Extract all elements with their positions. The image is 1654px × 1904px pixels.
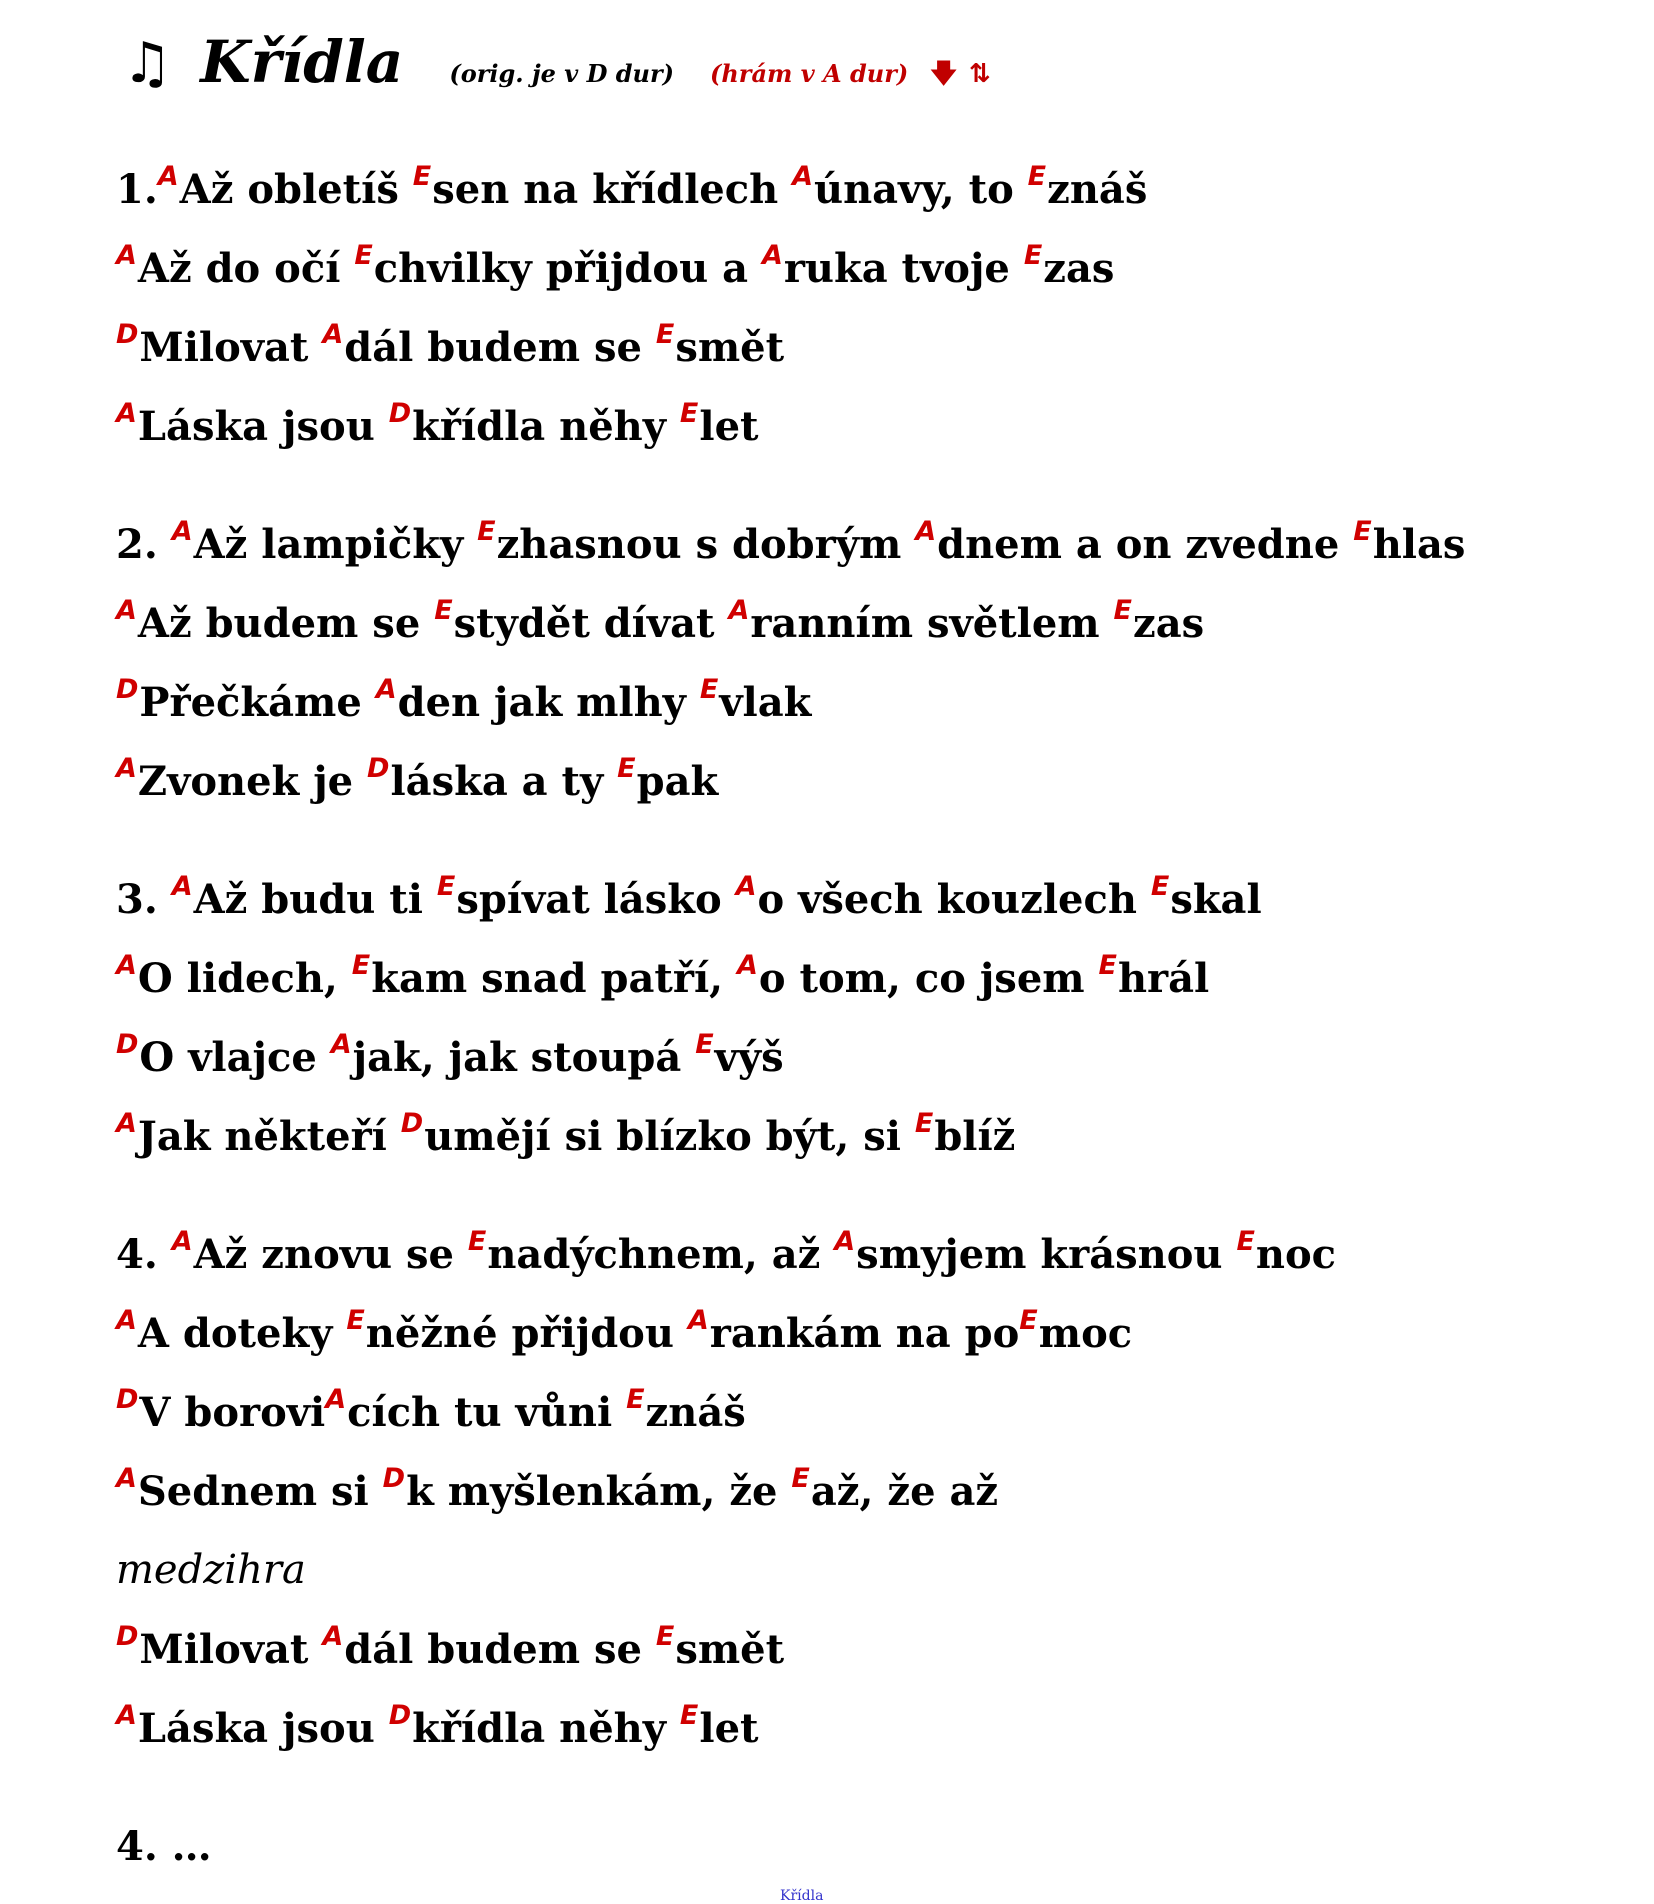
chord-label: A (116, 1305, 137, 1336)
song-lyrics (116, 150, 1616, 1886)
lyric-line (116, 1018, 1616, 1097)
chord-label: A (728, 595, 750, 626)
chord-label: A (171, 871, 193, 902)
chord-label: D (116, 1621, 139, 1652)
chord-label: E (1236, 1226, 1255, 1257)
original-key-label: (orig. je v D dur) (449, 59, 674, 88)
lyric-text: skal (1170, 876, 1262, 923)
chord-label: A (687, 1305, 709, 1336)
chord-label: E (1113, 595, 1132, 626)
chord-label: A (322, 319, 344, 350)
lyric-text: k myšlenkám, že (406, 1468, 792, 1515)
arrow-down-icon[interactable]: 🡇 (930, 59, 959, 89)
lyric-text: 2. (116, 521, 172, 568)
music-note-icon: ♫ (122, 31, 173, 96)
lyric-text: o všech kouzlech (757, 876, 1151, 923)
footer-link-fragment[interactable]: Křídla (780, 1888, 824, 1904)
chord-label: E (434, 595, 453, 626)
lyric-text: něžné přijdou (365, 1310, 688, 1357)
chord-label: E (679, 398, 699, 429)
chord-label: A (171, 516, 193, 547)
chord-label: A (116, 950, 137, 981)
lyric-text: jak, jak stoupá (352, 1034, 696, 1081)
chord-label: A (915, 516, 937, 547)
chord-label: A (375, 674, 397, 705)
chord-label: E (1019, 1305, 1038, 1336)
chord-label: D (400, 1108, 424, 1139)
lyric-line (116, 1452, 1616, 1531)
chord-label: D (116, 674, 139, 705)
chord-label: A (737, 950, 758, 981)
lyric-text: Až lampičky (193, 521, 478, 568)
chord-label: A (116, 398, 137, 429)
lyric-line (116, 742, 1616, 821)
lyric-text: znáš (645, 1389, 746, 1436)
chord-label: A (171, 1226, 193, 1257)
chord-label: A (735, 871, 757, 902)
lyric-text: rankám na po (709, 1310, 1020, 1357)
lyric-text: O lidech, (137, 955, 352, 1002)
chord-label: A (116, 595, 137, 626)
lyric-text: umějí si blízko být, si (424, 1113, 915, 1160)
chord-label: D (388, 1700, 412, 1731)
lyric-text: Až obletíš (179, 166, 413, 213)
lyric-text: křídla něhy (412, 403, 680, 450)
lyric-line (116, 1215, 1616, 1294)
song-title: Křídla (200, 28, 404, 96)
lyric-text: ranním světlem (750, 600, 1114, 647)
lyric-text: 3. (116, 876, 172, 923)
chord-label: E (412, 161, 432, 192)
lyric-text: zas (1043, 245, 1115, 292)
chord-label: A (116, 1463, 137, 1494)
lyric-line (116, 1294, 1616, 1373)
lyric-text: dál budem se (344, 324, 656, 371)
chord-label: D (116, 319, 139, 350)
arrow-down-up-icon[interactable]: ⇅ (969, 59, 993, 89)
lyric-text: spívat lásko (456, 876, 736, 923)
lyric-line (116, 505, 1616, 584)
lyric-line (116, 1373, 1616, 1452)
stanza-gap (116, 1176, 1616, 1215)
lyric-text: O vlajce (139, 1034, 331, 1081)
lyric-text: V borovi (139, 1389, 326, 1436)
lyric-text: A doteky (137, 1310, 347, 1357)
chord-label: E (655, 319, 675, 350)
lyric-text: únavy, to (814, 166, 1028, 213)
chord-label: E (626, 1384, 645, 1415)
chord-label: A (761, 240, 783, 271)
lyric-text: Láska jsou (137, 403, 389, 450)
chord-label: E (617, 753, 636, 784)
lyric-line (116, 1610, 1616, 1689)
lyric-text: až, že až (810, 1468, 999, 1515)
chord-label: E (351, 950, 371, 981)
lyric-text: pak (636, 758, 719, 805)
lyric-text: 1. (116, 166, 158, 213)
lyric-text: zhasnou s dobrým (496, 521, 916, 568)
lyric-text: noc (1255, 1231, 1337, 1278)
lyric-text: 4. … (116, 1823, 212, 1870)
chord-label: A (116, 1700, 137, 1731)
lyric-text: let (699, 403, 759, 450)
chord-label: A (116, 1108, 137, 1139)
lyric-text: smyjem krásnou (856, 1231, 1237, 1278)
lyric-text: smět (675, 324, 785, 371)
lyric-text: hrál (1117, 955, 1210, 1002)
lyric-text: den jak mlhy (397, 679, 700, 726)
played-key-label: (hrám v A dur) (710, 59, 909, 88)
chord-label: D (116, 1029, 139, 1060)
lyric-line (116, 663, 1616, 742)
lyric-text: křídla něhy (412, 1705, 680, 1752)
chord-label: E (477, 516, 496, 547)
lyric-text: Až do očí (137, 245, 355, 292)
chord-label: E (1027, 161, 1047, 192)
chord-label: A (322, 1621, 344, 1652)
transpose-controls (930, 55, 1003, 99)
lyric-text: hlas (1372, 521, 1466, 568)
lyric-line (116, 1097, 1616, 1176)
lyric-text: smět (675, 1626, 785, 1673)
chord-label: E (467, 1226, 487, 1257)
chord-label: E (1150, 871, 1170, 902)
chord-label: A (792, 161, 813, 192)
lyric-text: Milovat (139, 1626, 323, 1673)
lyric-text: moc (1038, 1310, 1133, 1357)
chord-label: E (914, 1108, 934, 1139)
lyric-text: cích tu vůni (347, 1389, 627, 1436)
chord-label: E (699, 674, 719, 705)
lyric-text: Jak někteří (137, 1113, 401, 1160)
lyric-text: dál budem se (344, 1626, 656, 1673)
chord-label: E (1098, 950, 1117, 981)
lyric-text: nadýchnem, až (487, 1231, 835, 1278)
chord-label: A (116, 240, 137, 271)
lyric-text: Přečkáme (139, 679, 376, 726)
lyric-text: let (699, 1705, 759, 1752)
lyric-text: Až budem se (137, 600, 435, 647)
lyric-text: vlak (719, 679, 812, 726)
lyric-text: dnem a on zvedne (937, 521, 1354, 568)
stanza-gap (116, 821, 1616, 860)
chord-label: D (382, 1463, 406, 1494)
lyric-text: Zvonek je (137, 758, 368, 805)
chord-label: E (679, 1700, 699, 1731)
stanza-gap (116, 1768, 1616, 1807)
lyric-text: 4. (116, 1231, 172, 1278)
lyric-line (116, 387, 1616, 466)
lyric-text: sen na křídlech (432, 166, 793, 213)
lyric-text: Až znovu se (193, 1231, 468, 1278)
lyric-text: blíž (934, 1113, 1016, 1160)
chord-label: A (834, 1226, 856, 1257)
stanza-gap (116, 466, 1616, 505)
lyric-line (116, 1689, 1616, 1768)
lyric-line (116, 939, 1616, 1018)
lyric-text: zas (1133, 600, 1205, 647)
lyric-line (116, 308, 1616, 387)
lyric-text: stydět dívat (453, 600, 729, 647)
chord-label: E (1023, 240, 1043, 271)
lyric-text: láska a ty (390, 758, 618, 805)
chord-label: A (330, 1029, 352, 1060)
chord-label: A (157, 161, 179, 192)
lyric-line (116, 584, 1616, 663)
lyric-line (116, 1807, 1616, 1886)
lyric-text: ruka tvoje (783, 245, 1024, 292)
interlude-label: medzihra (116, 1547, 306, 1593)
chord-label: D (367, 753, 390, 784)
chord-label: E (1353, 516, 1372, 547)
lyric-line (116, 860, 1616, 939)
lyric-text: znáš (1047, 166, 1148, 213)
song-header (122, 28, 1003, 108)
chord-label: E (354, 240, 373, 271)
chord-label: D (116, 1384, 139, 1415)
lyric-text: chvilky přijdou a (373, 245, 762, 292)
lyric-text: kam snad patří, (371, 955, 738, 1002)
lyric-text: výš (714, 1034, 784, 1081)
lyric-line (116, 150, 1616, 229)
chord-label: E (695, 1029, 714, 1060)
lyric-line (116, 229, 1616, 308)
lyric-text: Láska jsou (137, 1705, 389, 1752)
chord-label: E (346, 1305, 365, 1336)
chord-label: A (116, 753, 137, 784)
lyric-text: o tom, co jsem (758, 955, 1099, 1002)
chord-label: E (791, 1463, 810, 1494)
lyric-text: Sednem si (137, 1468, 383, 1515)
chord-label: D (388, 398, 412, 429)
lyric-text: Milovat (139, 324, 323, 371)
chord-label: A (325, 1384, 347, 1415)
chord-label: E (436, 871, 456, 902)
chord-label: E (655, 1621, 675, 1652)
lyric-text: Až budu ti (193, 876, 437, 923)
